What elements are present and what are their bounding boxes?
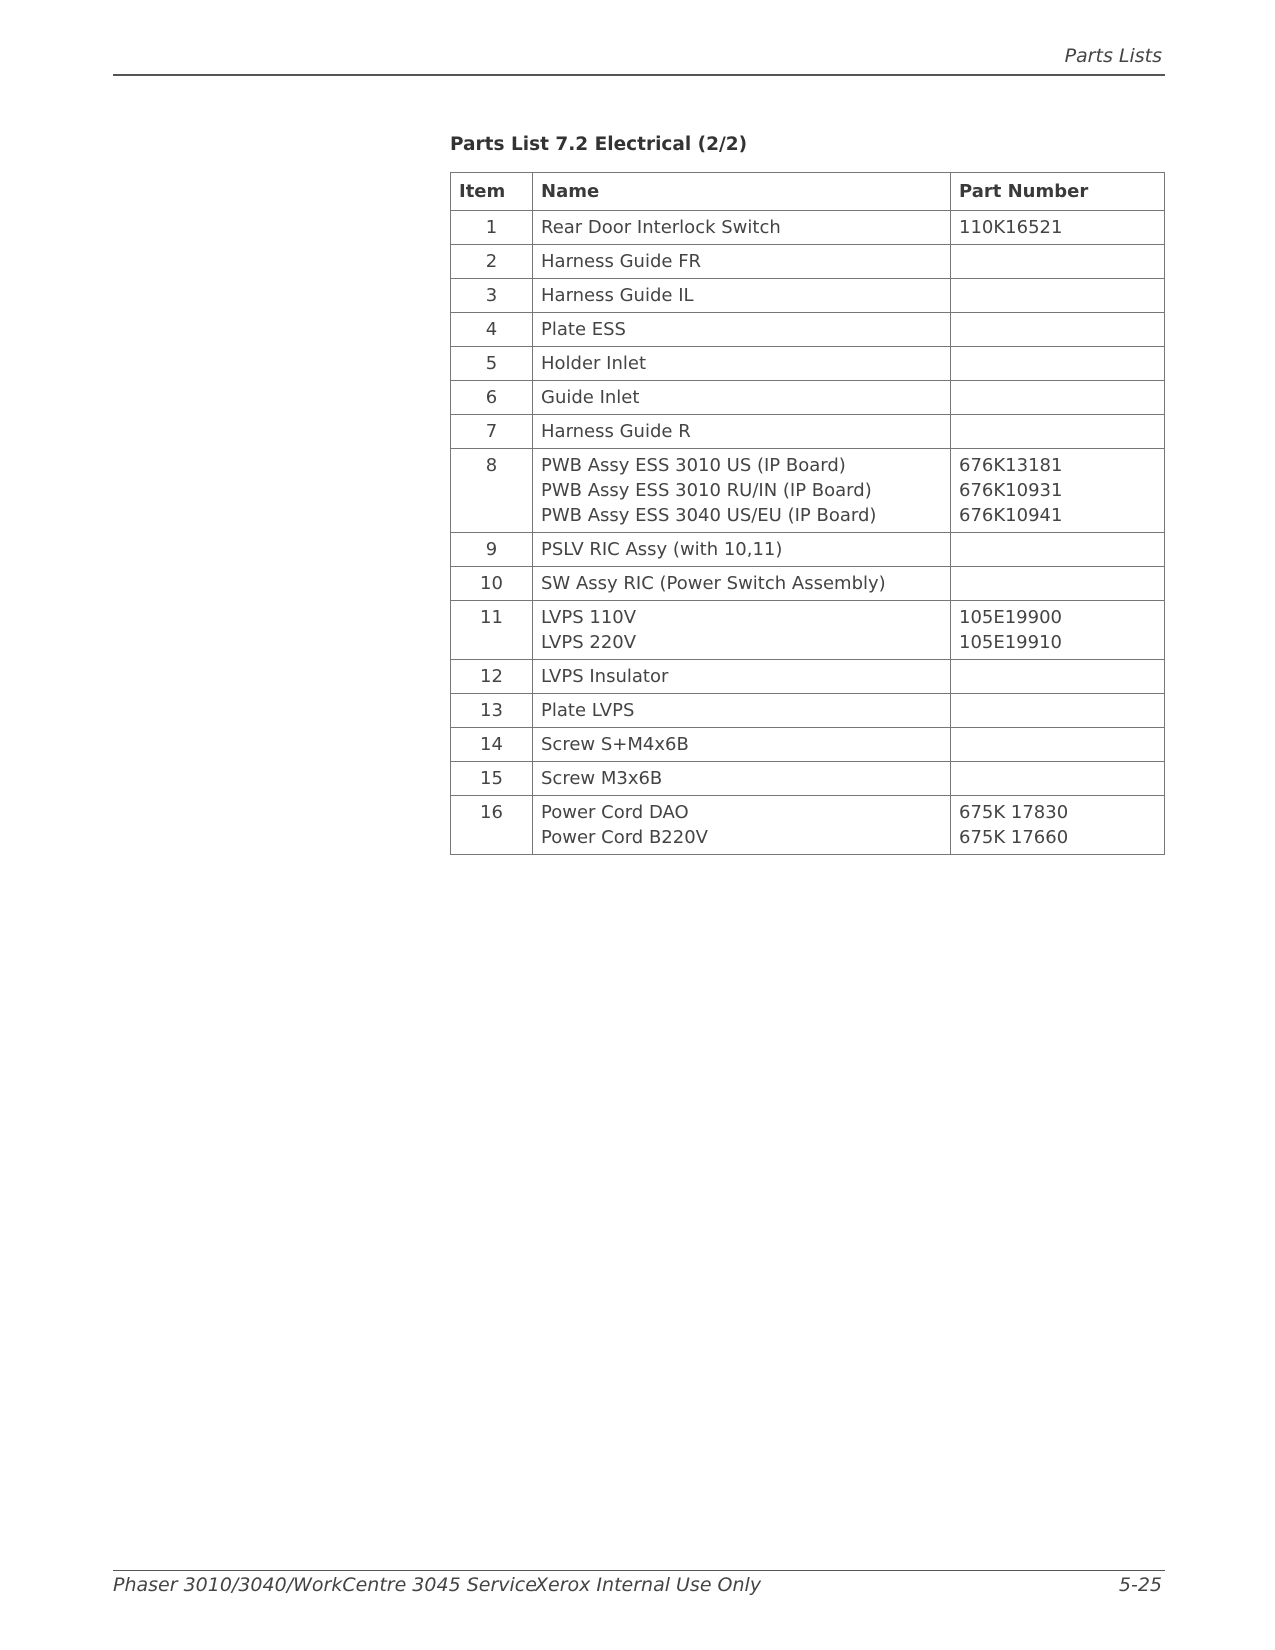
cell-part-number	[951, 381, 1165, 415]
part-name: Screw M3x6B	[541, 768, 663, 789]
table-row	[451, 415, 1165, 449]
table-row	[451, 279, 1165, 313]
cell-item: 3	[451, 279, 533, 313]
cell-part-number	[951, 279, 1165, 313]
header-rule	[113, 74, 1165, 76]
part-name: Power Cord DAO	[541, 802, 689, 823]
part-number: 676K10941	[959, 505, 1063, 526]
table-row	[451, 211, 1165, 245]
cell-name	[533, 567, 951, 601]
parts-table	[450, 172, 1165, 855]
cell-name	[533, 245, 951, 279]
parts-list-title: Parts List 7.2 Electrical (2/2)	[450, 134, 748, 155]
cell-name	[533, 279, 951, 313]
column-header-name: Name	[533, 173, 951, 211]
part-number: 676K13181	[959, 455, 1063, 476]
cell-name	[533, 694, 951, 728]
running-header: Parts Lists	[1064, 45, 1162, 67]
table-header-row	[451, 173, 1165, 211]
cell-item: 9	[451, 533, 533, 567]
part-name: Harness Guide R	[541, 421, 691, 442]
cell-name	[533, 313, 951, 347]
table-row	[451, 313, 1165, 347]
cell-part-number	[951, 601, 1165, 660]
table-row	[451, 449, 1165, 533]
footer-rule	[113, 1570, 1165, 1571]
cell-name	[533, 347, 951, 381]
cell-name	[533, 449, 951, 533]
part-name: Screw S+M4x6B	[541, 734, 689, 755]
cell-item: 10	[451, 567, 533, 601]
part-name: PWB Assy ESS 3040 US/EU (IP Board)	[541, 505, 877, 526]
part-number: 675K 17830	[959, 802, 1069, 823]
cell-name	[533, 796, 951, 855]
cell-item: 14	[451, 728, 533, 762]
cell-name	[533, 762, 951, 796]
cell-part-number	[951, 245, 1165, 279]
cell-item: 11	[451, 601, 533, 660]
part-number: 675K 17660	[959, 827, 1069, 848]
cell-part-number	[951, 728, 1165, 762]
part-name: Plate ESS	[541, 319, 626, 340]
part-name: PWB Assy ESS 3010 RU/IN (IP Board)	[541, 480, 872, 501]
cell-item: 15	[451, 762, 533, 796]
cell-item: 1	[451, 211, 533, 245]
cell-part-number	[951, 660, 1165, 694]
part-name: SW Assy RIC (Power Switch Assembly)	[541, 573, 886, 594]
cell-part-number	[951, 211, 1165, 245]
part-name: Guide Inlet	[541, 387, 640, 408]
part-name: Harness Guide FR	[541, 251, 702, 272]
part-name: PSLV RIC Assy (with 10,11)	[541, 539, 783, 560]
cell-item: 12	[451, 660, 533, 694]
part-number: 105E19910	[959, 632, 1062, 653]
table-row	[451, 533, 1165, 567]
cell-item: 4	[451, 313, 533, 347]
cell-part-number	[951, 796, 1165, 855]
parts-table-body	[451, 211, 1165, 855]
table-row	[451, 796, 1165, 855]
cell-item: 6	[451, 381, 533, 415]
part-name: Power Cord B220V	[541, 827, 708, 848]
part-name: PWB Assy ESS 3010 US (IP Board)	[541, 455, 846, 476]
cell-name	[533, 381, 951, 415]
cell-part-number	[951, 347, 1165, 381]
cell-name	[533, 415, 951, 449]
footer-product: Phaser 3010/3040/WorkCentre 3045 Service	[113, 1574, 537, 1596]
cell-name	[533, 601, 951, 660]
table-row	[451, 694, 1165, 728]
part-name: Harness Guide IL	[541, 285, 694, 306]
footer-page-number: 5-25	[1118, 1574, 1162, 1596]
cell-item: 13	[451, 694, 533, 728]
cell-part-number	[951, 313, 1165, 347]
part-name: Holder Inlet	[541, 353, 647, 374]
table-row	[451, 601, 1165, 660]
table-row	[451, 728, 1165, 762]
part-name: Rear Door Interlock Switch	[541, 217, 781, 238]
cell-item: 5	[451, 347, 533, 381]
table-row	[451, 660, 1165, 694]
cell-part-number	[951, 449, 1165, 533]
cell-part-number	[951, 533, 1165, 567]
cell-name	[533, 728, 951, 762]
table-row	[451, 245, 1165, 279]
cell-name	[533, 533, 951, 567]
cell-item: 16	[451, 796, 533, 855]
cell-name	[533, 211, 951, 245]
cell-name	[533, 660, 951, 694]
cell-part-number	[951, 762, 1165, 796]
cell-part-number	[951, 567, 1165, 601]
table-row	[451, 381, 1165, 415]
column-header-part-number: Part Number	[951, 173, 1165, 211]
cell-item: 8	[451, 449, 533, 533]
part-number: 676K10931	[959, 480, 1063, 501]
column-header-item: Item	[451, 173, 533, 211]
cell-item: 7	[451, 415, 533, 449]
part-number: 110K16521	[959, 217, 1063, 238]
part-name: LVPS 110V	[541, 607, 637, 628]
part-name: Plate LVPS	[541, 700, 635, 721]
table-row	[451, 567, 1165, 601]
part-name: LVPS Insulator	[541, 666, 669, 687]
table-row	[451, 347, 1165, 381]
part-number: 105E19900	[959, 607, 1062, 628]
cell-part-number	[951, 694, 1165, 728]
table-row	[451, 762, 1165, 796]
footer-notice: Xerox Internal Use Only	[535, 1574, 762, 1596]
cell-item: 2	[451, 245, 533, 279]
cell-part-number	[951, 415, 1165, 449]
part-name: LVPS 220V	[541, 632, 637, 653]
